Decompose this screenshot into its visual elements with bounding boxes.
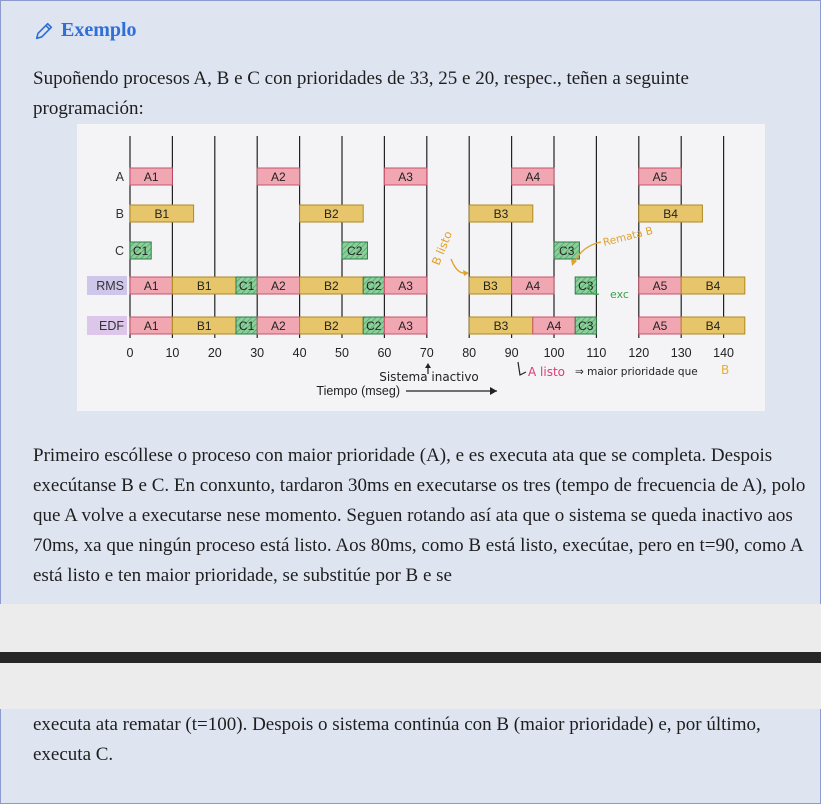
gantt-bar-label: A3 (398, 319, 413, 333)
gantt-bar-label: B3 (493, 319, 509, 333)
gantt-bar-label: A2 (271, 319, 286, 333)
tick-label: 120 (628, 346, 650, 360)
explanation-paragraph-continued: executa ata rematar (t=100). Despois o sistema continúa con B (maior prioridade) e, por último, executa C. (33, 714, 761, 765)
tick-label: 20 (207, 346, 222, 360)
gantt-bar-label: C3 (559, 244, 575, 258)
page-break-divider (0, 652, 821, 663)
pencil-icon (33, 20, 55, 42)
tick-label: 30 (250, 346, 265, 360)
gantt-bar-label: C1 (238, 279, 255, 293)
row-label: EDF (99, 319, 124, 333)
gantt-bar-label: A5 (652, 279, 668, 293)
a-listo-arrow (518, 362, 526, 375)
gantt-bar-label: A4 (525, 279, 541, 293)
gantt-bar-label: C3 (578, 319, 594, 333)
gantt-bar-label: B4 (663, 207, 678, 221)
tick-label: 60 (377, 346, 392, 360)
inactive-arrowhead (425, 363, 431, 368)
a-listo-annotation: A listo (528, 365, 565, 379)
priority-b-annotation: B (721, 363, 730, 377)
example-title: Exemplo (61, 19, 137, 41)
gantt-bar-label: A1 (143, 170, 159, 184)
gantt-bar-label: A5 (652, 319, 668, 333)
gantt-bar-label: A1 (143, 279, 159, 293)
gantt-bar-label: C3 (578, 279, 594, 293)
gantt-bar-label: A4 (546, 319, 562, 333)
row-label: B (115, 207, 124, 221)
row-label: A (115, 170, 124, 184)
x-axis-label: Tiempo (mseg) (316, 384, 400, 398)
tick-label: 130 (670, 346, 692, 360)
gantt-bar-label: A3 (398, 279, 413, 293)
intro-paragraph: Supoñendo procesos A, B e C con prioridades de 33, 25 e 20, respec., teñen a seguinte programación: (33, 68, 689, 119)
gantt-bar-label: B1 (196, 319, 212, 333)
scheduling-figure (77, 124, 765, 411)
gantt-bar-label: A3 (398, 170, 413, 184)
gantt-bar-label: B4 (705, 279, 721, 293)
remata-b-annotation: Remata B (601, 224, 655, 249)
x-axis-arrowhead (490, 387, 497, 395)
gantt-bar-label: A2 (271, 279, 286, 293)
tick-label: 100 (543, 346, 565, 360)
gantt-bar-label: C2 (366, 319, 382, 333)
gantt-bar-label: B4 (705, 319, 721, 333)
tick-label: 110 (586, 346, 607, 360)
gantt-bar-label: B3 (483, 279, 498, 293)
gantt-bar-label: B2 (324, 207, 339, 221)
tick-label: 140 (713, 346, 735, 360)
gantt-bar-label: A5 (652, 170, 668, 184)
priority-annotation: ⇒ maior prioridade que (575, 366, 698, 378)
gantt-bar-label: C1 (132, 244, 149, 258)
row-label: RMS (96, 279, 124, 293)
page-break-bottom (0, 663, 821, 709)
gantt-bar-label: C1 (238, 319, 255, 333)
b-listo-annotation: B listo (428, 228, 456, 268)
tick-label: 50 (335, 346, 349, 360)
exc-annotation: exc (610, 288, 629, 301)
example-header (33, 19, 137, 42)
inactive-annotation: Sistema inactivo (379, 370, 479, 384)
tick-label: 10 (165, 346, 180, 360)
b-listo-arrow (451, 259, 465, 273)
tick-label: 0 (126, 346, 134, 360)
gantt-bar-label: B3 (493, 207, 509, 221)
page-break-top (0, 604, 821, 652)
tick-label: 80 (462, 346, 477, 360)
b-listo-arrowhead (463, 270, 469, 276)
gantt-bar-label: B2 (324, 319, 339, 333)
gantt-bar-label: B2 (324, 279, 339, 293)
row-label: C (114, 244, 124, 258)
gantt-bar-label: B1 (154, 207, 170, 221)
tick-label: 40 (292, 346, 307, 360)
gantt-bar-label: A1 (143, 319, 159, 333)
tick-label: 70 (419, 346, 434, 360)
gantt-bar-label: A4 (525, 170, 541, 184)
gantt-bar-label: C2 (347, 244, 363, 258)
explanation-paragraph: Primeiro escóllese o proceso con maior prioridade (A), e es executa ata que se completa. Despois execútanse B e C. En conxunto, tardaron 30ms en executarse os tres (tempo de frecuencia de A), polo que A volve a executarse nese momento. Seguen rotando así ata que o sistema se queda inactivo aos 70ms, xa que ningún proceso está listo. Aos 80ms, como B está listo, execútae, pero en t=90, como A está listo e ten maior prioridade, se substitúe por B e se (33, 445, 806, 586)
gantt-bar-label: B1 (196, 279, 212, 293)
tick-label: 90 (504, 346, 519, 360)
scheduling-diagram (77, 124, 765, 411)
gantt-bar-label: C2 (366, 279, 382, 293)
gantt-bar-label: A2 (271, 170, 286, 184)
